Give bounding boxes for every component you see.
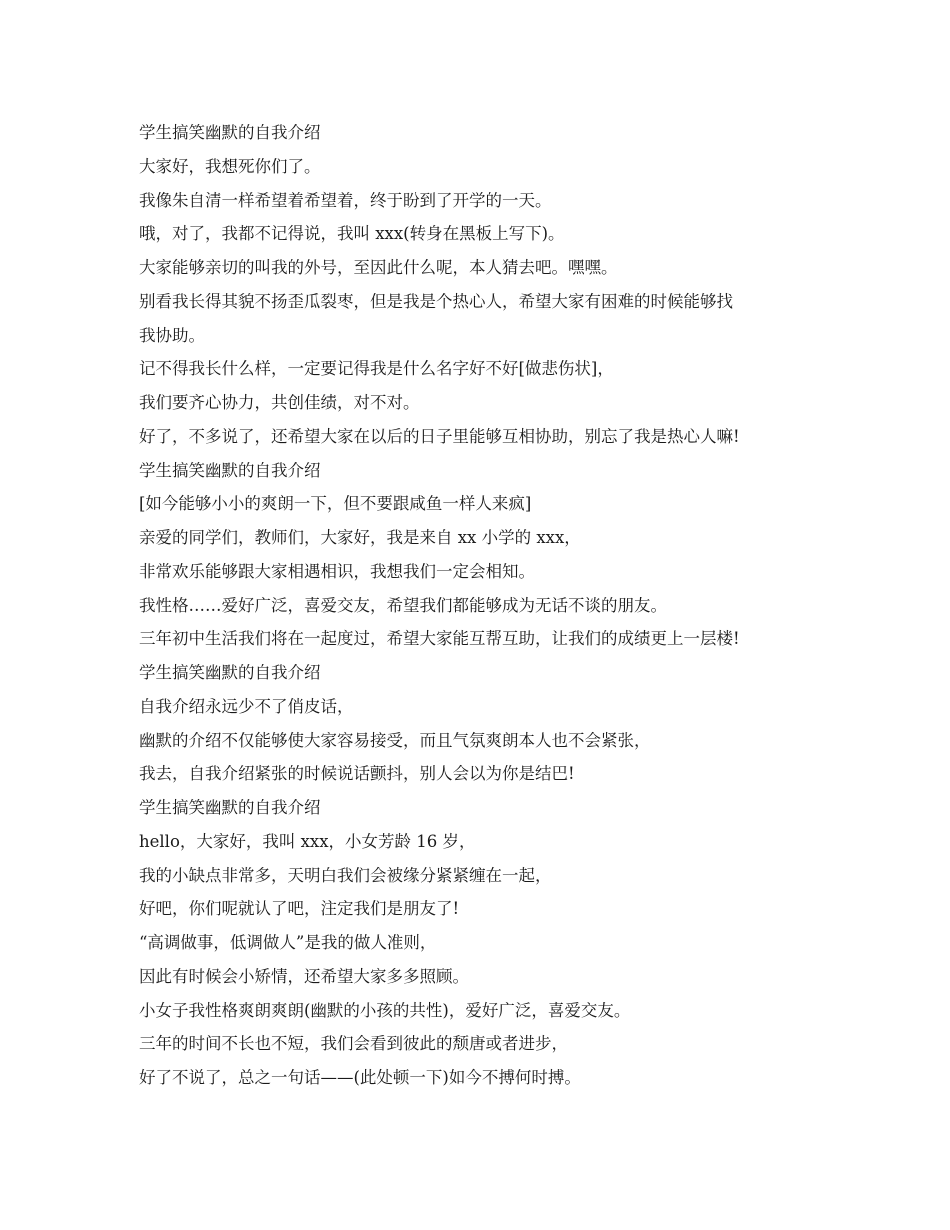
text-line: [如今能够小小的爽朗一下，但不要跟咸鱼一样人来疯] — [139, 494, 532, 514]
text-line: hello，大家好，我叫 xxx，小女芳龄 16 岁， — [139, 831, 476, 851]
text-line: 别看我长得其貌不扬歪瓜裂枣，但是我是个热心人，希望大家有困难的时候能够找 — [139, 291, 733, 311]
text-line: 我去，自我介绍紧张的时候说话颤抖，别人会以为你是结巴! — [139, 764, 575, 784]
text-line: 自我介绍永远少不了俏皮话， — [139, 696, 354, 716]
text-line: 好了不说了，总之一句话——(此处顿一下)如今不搏何时搏。 — [139, 1068, 581, 1087]
text-line: 大家好，我想死你们了。 — [139, 156, 321, 176]
text-line: 幽默的介绍不仅能够使大家容易接受，而且气氛爽朗本人也不会紧张， — [139, 730, 651, 750]
document-body — [139, 116, 839, 1095]
text-line: 我性格……爱好广泛，喜爱交友，希望我们都能够成为无话不谈的朋友。 — [139, 595, 667, 615]
section-title: 学生搞笑幽默的自我介绍 — [139, 798, 321, 817]
text-line: 好吧，你们呢就认了吧，注定我们是朋友了! — [139, 899, 460, 919]
text-line: 三年初中生活我们将在一起度过，希望大家能互帮互助，让我们的成绩更上一层楼! — [139, 629, 740, 649]
text-line: 小女子我性格爽朗爽朗(幽默的小孩的共性)，爱好广泛，喜爱交友。 — [139, 1000, 631, 1020]
text-line: 亲爱的同学们，教师们，大家好，我是来自 xx 小学的 xxx， — [139, 528, 581, 547]
text-line: 哦，对了，我都不记得说，我叫 xxx(转身在黑板上写下)。 — [139, 224, 565, 244]
text-line: 我的小缺点非常多，天明白我们会被缘分紧紧缠在一起， — [139, 865, 552, 885]
section-title: 学生搞笑幽默的自我介绍 — [139, 663, 321, 682]
text-line: 记不得我长什么样，一定要记得我是什么名字好不好[做悲伤状]， — [139, 359, 614, 379]
text-line: 我像朱自清一样希望着希望着，终于盼到了开学的一天。 — [139, 190, 552, 210]
text-line: 好了，不多说了，还希望大家在以后的日子里能够互相协助，别忘了我是热心人嘛! — [139, 426, 740, 446]
section-title: 学生搞笑幽默的自我介绍 — [139, 460, 321, 480]
text-line: 三年的时间不长也不短，我们会看到彼此的颓唐或者进步， — [139, 1034, 568, 1054]
text-line: 非常欢乐能够跟大家相遇相识，我想我们一定会相知。 — [139, 561, 535, 581]
text-line: 我们要齐心协力，共创佳绩，对不对。 — [139, 393, 420, 412]
section-title: 学生搞笑幽默的自我介绍 — [139, 123, 321, 142]
text-line: 因此有时候会小矫情，还希望大家多多照顾。 — [139, 966, 469, 986]
text-line: 大家能够亲切的叫我的外号，至因此什么呢，本人猜去吧。嘿嘿。 — [139, 258, 618, 277]
text-line: “高调做事，低调做人”是我的做人准则， — [139, 933, 437, 952]
text-line: 我协助。 — [139, 325, 205, 345]
